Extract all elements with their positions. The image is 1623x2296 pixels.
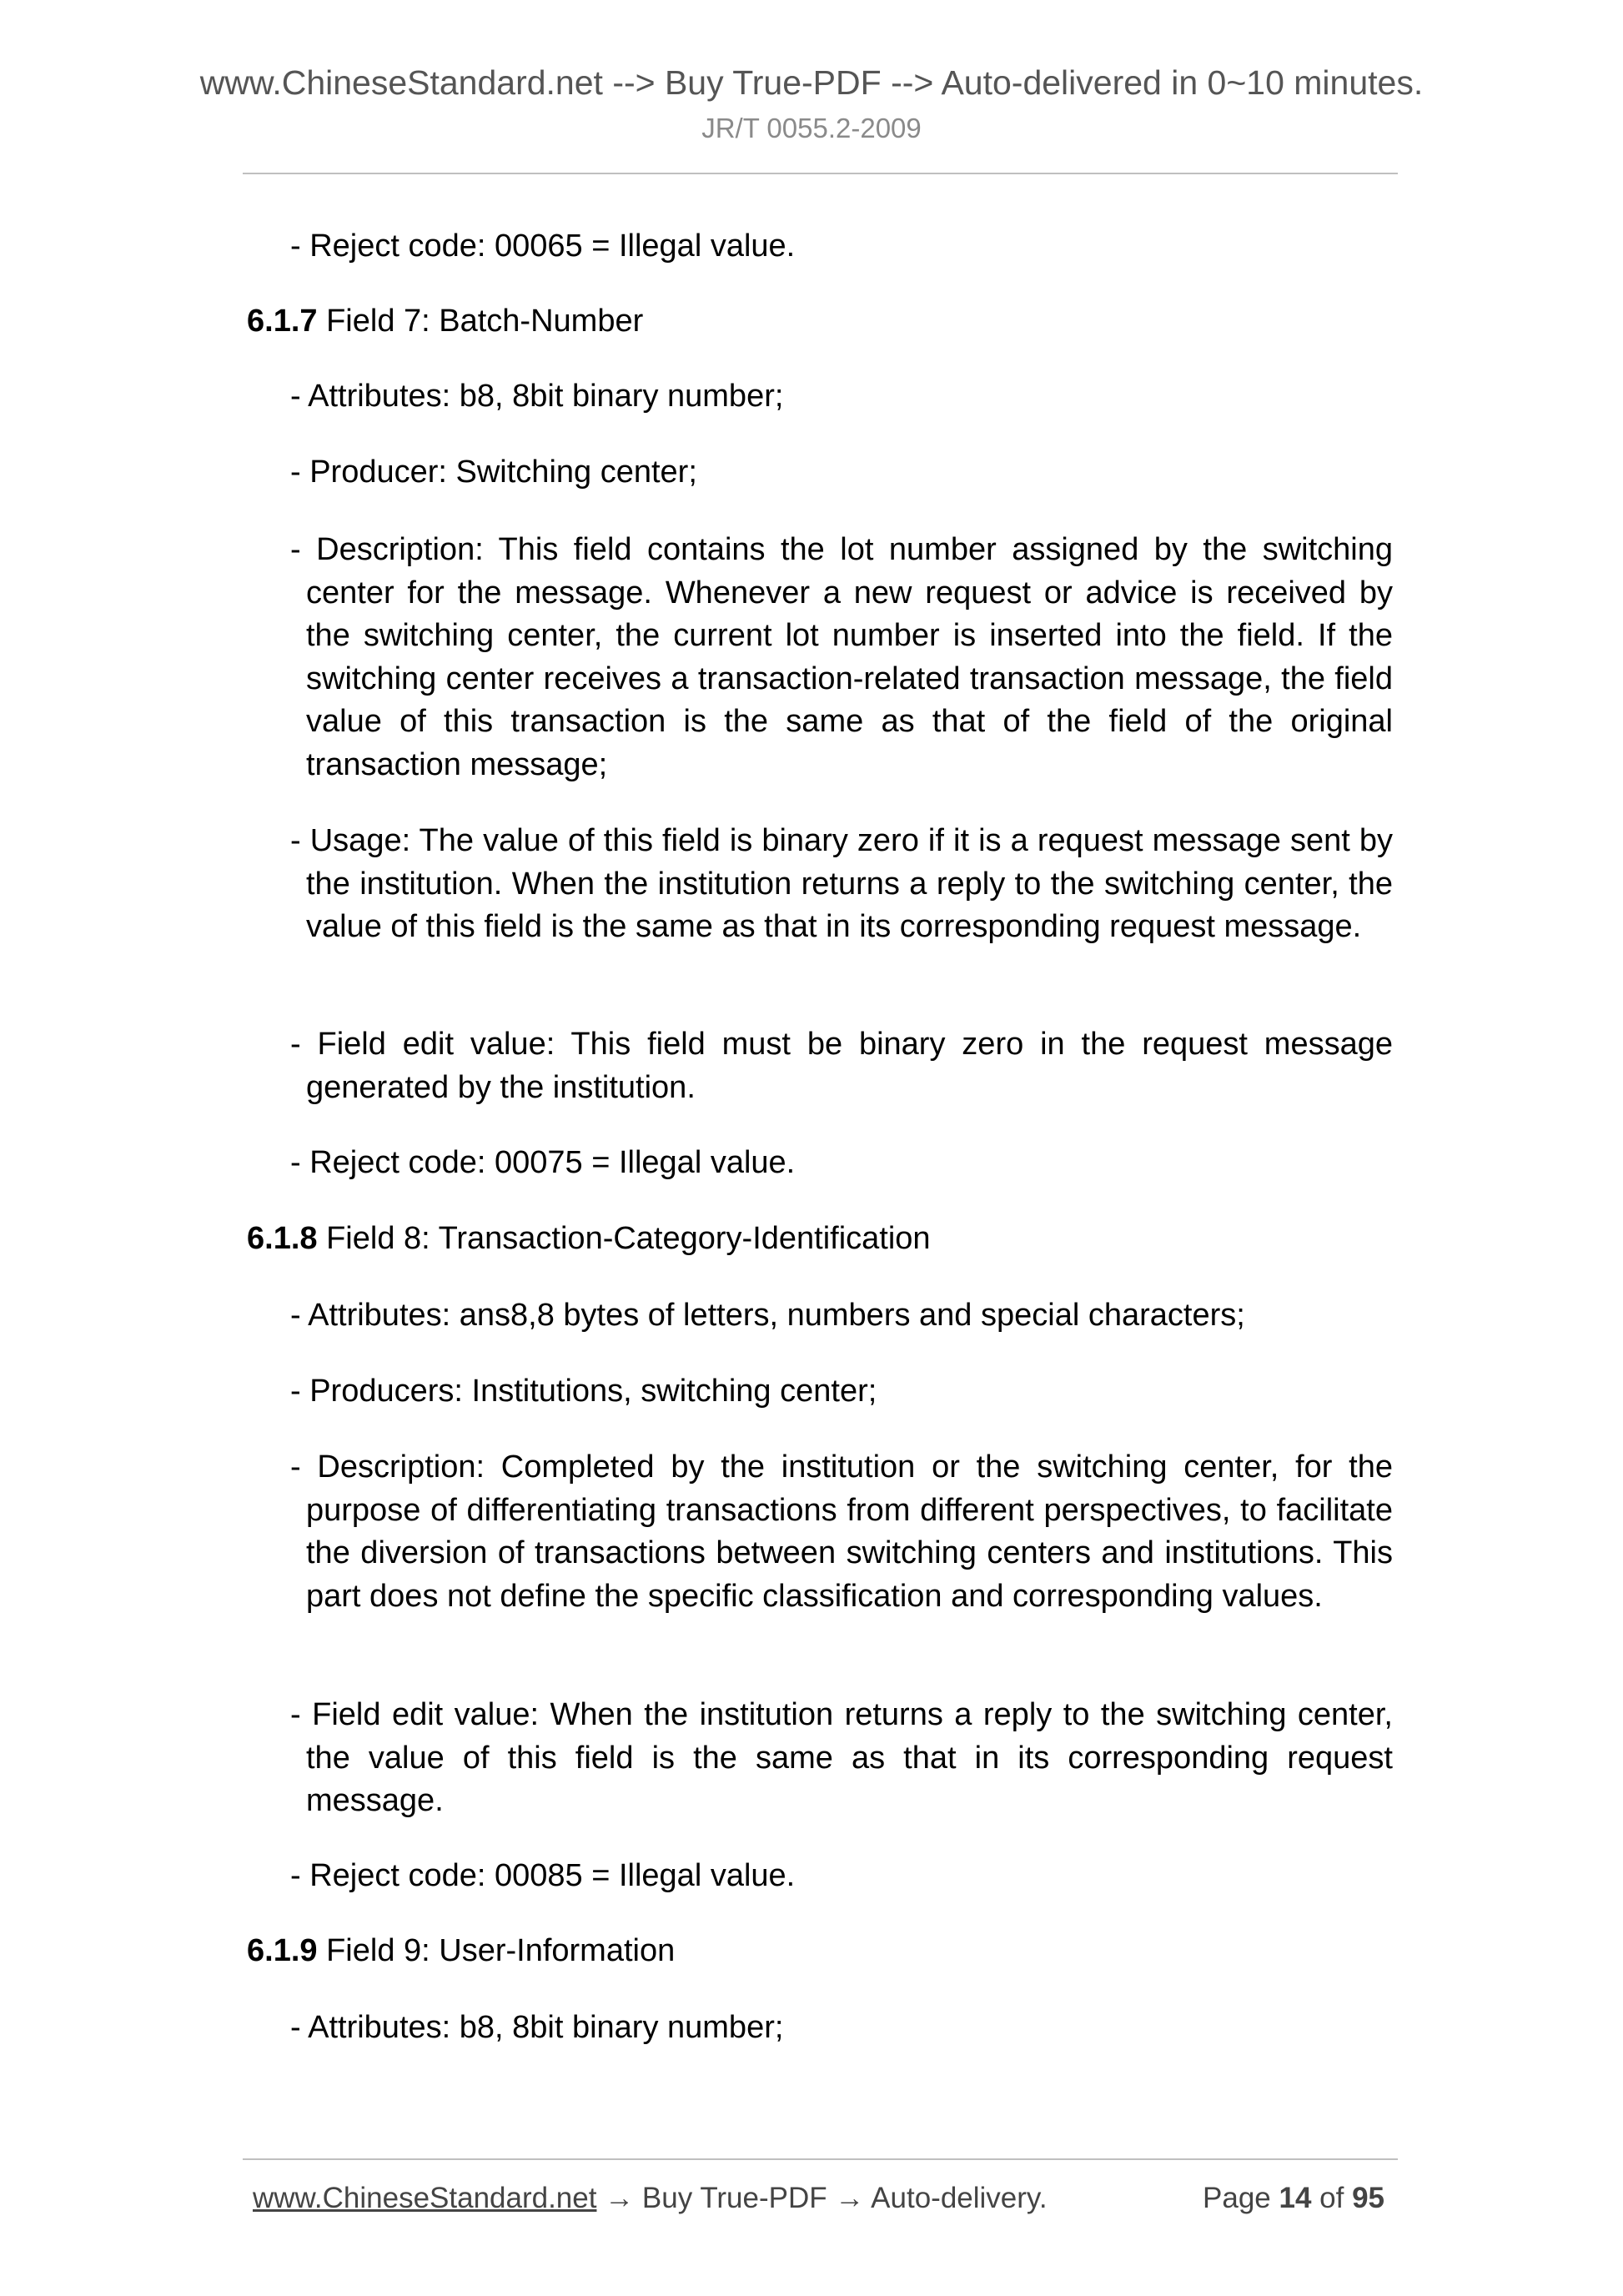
footer-left [253, 2181, 1048, 2216]
section-heading [247, 1218, 1389, 1261]
list-item: - Attributes: b8, 8bit binary number; [290, 2010, 784, 2045]
section-number: 6.1.7 [247, 304, 318, 339]
header-promo-link[interactable]: www.ChineseStandard.net --> Buy True-PDF --> Auto-delivered in 0~10 minutes. [199, 63, 1424, 102]
list-item: - Description: Completed by the institution or the switching center, for the purpose of differentiating transactions from different perspectives, to facilitate the diversion of transactions between switching centers and institutions. This part does not define the specific classification and corresponding values. [290, 1449, 1393, 1614]
list-item: - Reject code: 00065 = Illegal value. [290, 229, 796, 264]
section-title: Field 9: User-Information [317, 1933, 676, 1968]
list-item: - Usage: The value of this field is binary zero if it is a request message sent by the institution. When the institution returns a reply to the switching center, the value of this field is the same as that in its corresponding request message. [290, 823, 1393, 944]
list-item: - Producer: Switching center; [290, 455, 697, 490]
section-title: Field 8: Transaction-Category-Identification [317, 1221, 931, 1256]
list-item: - Reject code: 00075 = Illegal value. [290, 1145, 796, 1180]
standard-number: JR/T 0055.2-2009 [701, 113, 922, 144]
section-heading [247, 1930, 1389, 1973]
list-item: - Attributes: b8, 8bit binary number; [290, 379, 784, 414]
page-number: Page 14 of 95 [1203, 2182, 1384, 2214]
section-title: Field 7: Batch-Number [317, 304, 644, 339]
page-current: 14 [1279, 2182, 1312, 2214]
list-item: - Attributes: ans8,8 bytes of letters, numbers and special characters; [290, 1298, 1245, 1333]
footer-link[interactable]: www.ChineseStandard.net [253, 2182, 597, 2214]
list-item: - Description: This field contains the lot number assigned by the switching center for the message. Whenever a new request or advice is received by the switching center, the current lot number is inserted into the field. If the switching center receives a transaction-related transaction message, the field value of this transaction is the same as that of the field of the original transaction message; [290, 532, 1393, 782]
page-total: 95 [1352, 2182, 1384, 2214]
footer-divider [243, 2158, 1398, 2160]
list-item: - Field edit value: When the institution returns a reply to the switching center, the value of this field is the same as that in its corresponding request message. [290, 1697, 1393, 1818]
section-number: 6.1.9 [247, 1933, 318, 1968]
section-heading [247, 300, 1389, 344]
list-item: - Producers: Institutions, switching center; [290, 1374, 877, 1409]
list-item: - Field edit value: This field must be binary zero in the request message generated by the institution. [290, 1027, 1393, 1105]
section-number: 6.1.8 [247, 1221, 318, 1256]
footer-suffix: → Buy True-PDF → Auto-delivery. [596, 2182, 1048, 2214]
list-item: - Reject code: 00085 = Illegal value. [290, 1858, 796, 1893]
